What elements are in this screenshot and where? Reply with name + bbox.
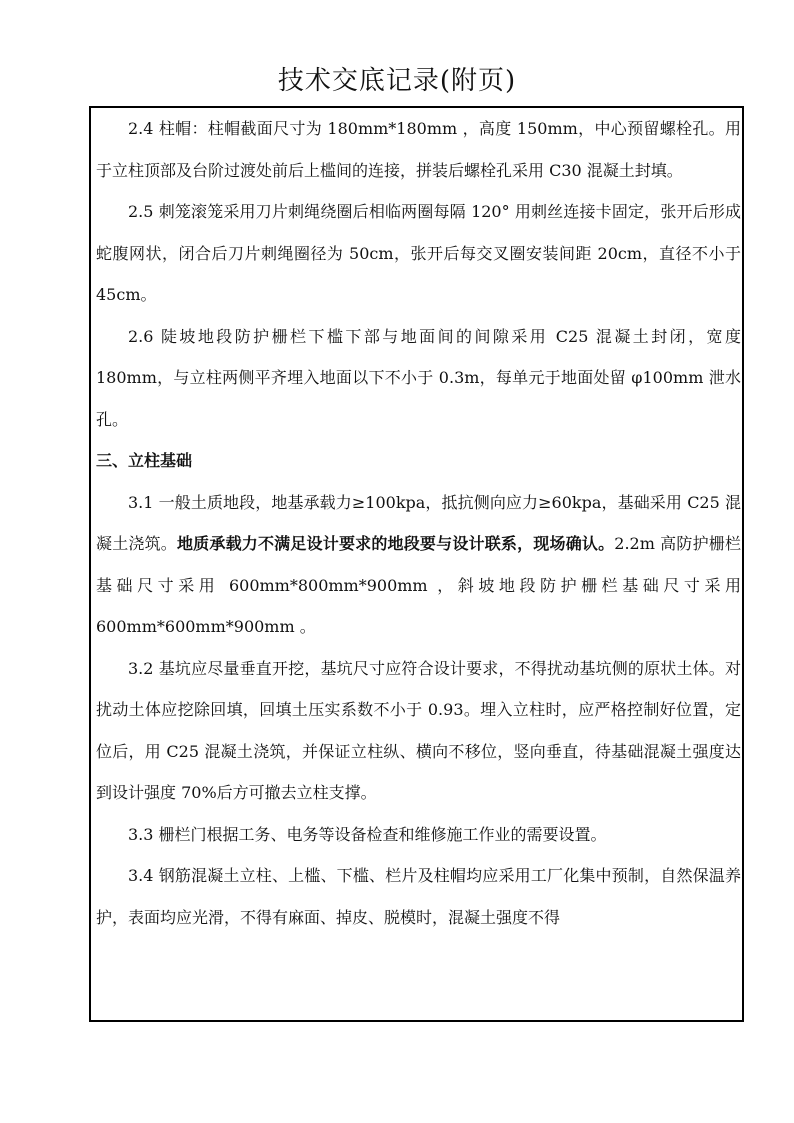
paragraph-3-1-text-a: 3.1 一般土质地段，地基承载力≥100kpa，抵抗侧向应力≥60kpa，基础采用 C25 混凝土浇筑。 <box>96 492 741 553</box>
paragraph-2-5: 2.5 刺笼滚笼采用刀片刺绳绕圈后相临两圈每隔 120° 用刺丝连接卡固定，张开后形成蛇腹网状，闭合后刀片刺绳圈径为 50cm，张开后每交叉圈安装间距 20cm，直径不小于 45cm。 <box>96 202 741 304</box>
paragraph-3-3: 3.3 栅栏门根据工务、电务等设备检查和维修施工作业的需要设置。 <box>128 824 607 844</box>
paragraph-3-4: 3.4 钢筋混凝土立柱、上槛、下槛、栏片及柱帽均应采用工厂化集中预制，自然保温养护，表面均应光滑，不得有麻面、掉皮、脱模时，混凝土强度不得 <box>96 866 741 927</box>
paragraph-2-4: 2.4 柱帽：柱帽截面尺寸为 180mm*180mm ，高度 150mm，中心预留螺栓孔。用于立柱顶部及台阶过渡处前后上槛间的连接，拼装后螺栓孔采用 C30 混凝土封填。 <box>96 119 741 180</box>
document-body <box>96 108 741 938</box>
paragraph-3-1-text-b: 2.2m 高防护栅栏基础尺寸采用 600mm*800mm*900mm ，斜坡地段防护栅栏基础尺寸采用 600mm*600mm*900mm 。 <box>96 534 741 636</box>
paragraph-3-2: 3.2 基坑应尽量垂直开挖，基坑尺寸应符合设计要求，不得扰动基坑侧的原状土体。对扰动土体应挖除回填，回填土压实系数不小于 0.93。埋入立柱时，应严格控制好位置，定位后，用 C25 混凝土浇筑，并保证立柱纵、横向不移位，竖向垂直，待基础混凝土强度达到设计强度 70%后方可撤去立柱支撑。 <box>96 658 741 802</box>
section-3-heading: 三、立柱基础 <box>96 451 193 470</box>
paragraph-2-6: 2.6 陡坡地段防护栅栏下槛下部与地面间的间隙采用 C25 混凝土封闭，宽度 180mm，与立柱两侧平齐埋入地面以下不小于 0.3m，每单元于地面处留 φ100mm 泄水孔。 <box>96 326 741 429</box>
paragraph-3-1-bold-note: 地质承载力不满足设计要求的地段要与设计联系，现场确认。 <box>176 534 615 553</box>
page-title: 技术交底记录(附页) <box>277 66 517 96</box>
paragraph-3-1 <box>96 482 741 648</box>
